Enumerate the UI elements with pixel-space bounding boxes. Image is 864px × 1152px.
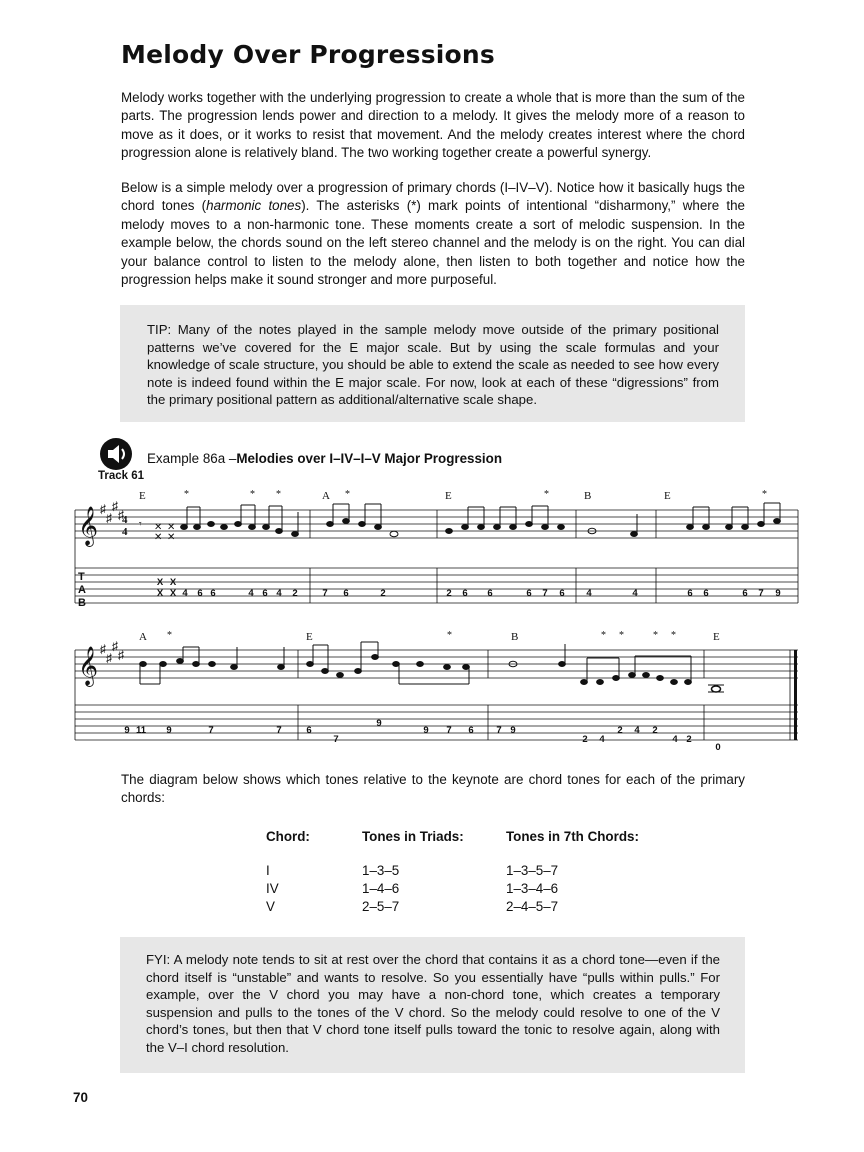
svg-text:2: 2: [617, 725, 623, 736]
svg-text:*: *: [250, 489, 255, 500]
svg-text:2: 2: [446, 588, 452, 599]
svg-text:6: 6: [468, 725, 474, 736]
svg-text:4: 4: [586, 588, 592, 599]
svg-text:𝄞: 𝄞: [78, 648, 99, 685]
svg-text:2: 2: [652, 725, 658, 736]
svg-text:6: 6: [526, 588, 532, 599]
table-cell: 1–4–6: [362, 881, 400, 896]
svg-text:4: 4: [672, 734, 678, 745]
tab-letter-t: T: [78, 571, 85, 583]
svg-text:♯: ♯: [100, 642, 106, 656]
svg-text:2: 2: [292, 588, 298, 599]
chord-symbol: E: [664, 490, 671, 502]
example-name: Melodies over I–IV–I–V Major Progression: [236, 451, 503, 466]
svg-text:11: 11: [135, 725, 147, 736]
svg-text:♯: ♯: [118, 648, 124, 662]
svg-text:*: *: [544, 489, 549, 500]
chord-symbol: E: [445, 490, 452, 502]
svg-text:*: *: [167, 630, 172, 641]
page-number: 70: [73, 1090, 88, 1105]
chord-symbol: E: [306, 631, 313, 643]
svg-text:6: 6: [343, 588, 349, 599]
svg-text:6: 6: [306, 725, 312, 736]
svg-text:2: 2: [380, 588, 386, 599]
table-cell: I: [266, 863, 270, 878]
system-2: [75, 630, 798, 753]
svg-text:*: *: [345, 489, 350, 500]
svg-text:*: *: [653, 630, 658, 641]
svg-text:0: 0: [715, 742, 721, 753]
svg-text:7: 7: [333, 734, 339, 745]
table-cell: 1–3–5: [362, 863, 400, 878]
svg-text:7: 7: [496, 725, 502, 736]
chord-symbol: A: [322, 490, 330, 502]
svg-text:✕: ✕: [167, 532, 176, 543]
chord-symbol: E: [713, 631, 720, 643]
svg-text:6: 6: [703, 588, 709, 599]
svg-text:♯: ♯: [106, 651, 112, 665]
svg-text:9: 9: [166, 725, 172, 736]
tab-letter-a: A: [78, 584, 86, 596]
italic-term: harmonic tones: [206, 198, 302, 214]
system-1: [75, 489, 798, 609]
tab-letter-b: B: [78, 597, 86, 609]
chord-symbol: B: [584, 490, 592, 502]
svg-text:7: 7: [322, 588, 328, 599]
svg-text:7: 7: [446, 725, 452, 736]
table-cell: 1–3–5–7: [506, 863, 559, 878]
tip-text: TIP: Many of the notes played in the sample melody move outside of the primary positional patterns we’ve covered for the E major scale. But by using the scale formulas and your knowledge of scale structure, you should be able to extend the scale as needed to see how every note is indeed found within the E major scale. For now, look at each of these “digressions” from the primary positional pattern as additional/alternative scale shape.: [147, 322, 719, 408]
svg-text:*: *: [601, 630, 606, 641]
track-label: Track 61: [98, 470, 145, 482]
svg-text:6: 6: [462, 588, 468, 599]
svg-text:6: 6: [742, 588, 748, 599]
svg-text:6: 6: [262, 588, 268, 599]
svg-text:4: 4: [182, 588, 188, 599]
svg-text:*: *: [619, 630, 624, 641]
svg-text:♯: ♯: [118, 508, 124, 522]
svg-text:*: *: [671, 630, 676, 641]
table-cell: IV: [266, 881, 279, 896]
svg-text:✕: ✕: [154, 522, 163, 533]
svg-text:✕: ✕: [154, 532, 163, 543]
svg-text:9: 9: [423, 725, 429, 736]
svg-text:♯: ♯: [112, 639, 118, 653]
fyi-box: [120, 937, 745, 1073]
svg-text:4: 4: [599, 734, 605, 745]
table-cell: V: [266, 899, 275, 914]
fyi-text: FYI: A melody note tends to sit at rest over the chord that contains it as a chord tone—even if the chord itself is “unstable” and wants to resolve. So you essentially have “pulls within pulls.” For example, over the V chord you may have a non-chord tone, which creates a temporary suspension and pulls to the tones of the V chord. So the melody could resolve to one of the V chord’s tones, but then that V chord tone itself pulls toward the tonic to resolve again, along with the V–I chord resolution.: [146, 952, 720, 1055]
svg-text:𝄞: 𝄞: [78, 508, 99, 545]
svg-text:2: 2: [582, 734, 588, 745]
svg-text:♯: ♯: [106, 511, 112, 525]
svg-text:X: X: [169, 577, 177, 588]
svg-text:2: 2: [686, 734, 692, 745]
intro-paragraph: Melody works together with the underlying progression to create a whole that is more than the sum of the parts. The progression lends power and direction to a melody. It gives the melody more of a reason to move as it does, or it works to resist that movement. And the melody creates interest where the chord progression alone is relatively bland. The two working together create a powerful synergy.: [121, 90, 745, 161]
chord-symbol: A: [139, 631, 147, 643]
svg-text:♯: ♯: [100, 502, 106, 516]
table-cell: 2–4–5–7: [506, 899, 559, 914]
svg-text:X: X: [156, 588, 164, 599]
svg-text:4: 4: [122, 514, 128, 526]
svg-text:*: *: [184, 489, 189, 500]
svg-text:7: 7: [758, 588, 764, 599]
svg-text:X: X: [156, 577, 164, 588]
svg-text:*: *: [276, 489, 281, 500]
svg-text:4: 4: [122, 526, 128, 538]
svg-text:9: 9: [775, 588, 781, 599]
svg-text:6: 6: [197, 588, 203, 599]
paragraph-text-start: Below is a simple melody over a progression of primary chords (I–IV–V). Notice how it basically hugs the chord tones (: [121, 180, 745, 214]
svg-text:7: 7: [276, 725, 282, 736]
paragraph-text-end: ). The asterisks (*) mark points of intentional “disharmony,” where the melody moves to a non-harmonic tone. These moments create a sort of melodic suspension. In the example below, the chords sound on the left stereo channel and the melody is on the right. You can dial your balance control to listen to the melody alone, then listen to both together and notice how the progression helps make it sound stronger and more purposeful.: [121, 198, 746, 288]
svg-text:6: 6: [559, 588, 565, 599]
svg-text:*: *: [447, 630, 452, 641]
svg-text:✕: ✕: [167, 522, 176, 533]
chord-symbol: B: [511, 631, 519, 643]
svg-text:6: 6: [210, 588, 216, 599]
svg-text:4: 4: [634, 725, 640, 736]
svg-text:6: 6: [687, 588, 693, 599]
header-triads: Tones in Triads:: [362, 829, 464, 844]
header-chord: Chord:: [266, 829, 310, 844]
svg-text:4: 4: [632, 588, 638, 599]
svg-text:7: 7: [542, 588, 548, 599]
svg-text:X: X: [169, 588, 177, 599]
svg-text:4: 4: [276, 588, 282, 599]
svg-text:4: 4: [248, 588, 254, 599]
svg-text:6: 6: [487, 588, 493, 599]
svg-text:𝄾: 𝄾: [139, 519, 142, 530]
svg-text:7: 7: [208, 725, 214, 736]
header-7th-chords: Tones in 7th Chords:: [506, 829, 639, 844]
table-cell: 1–3–4–6: [506, 881, 559, 896]
svg-text:9: 9: [376, 718, 382, 729]
chord-diagram-intro: The diagram below shows which tones relative to the keynote are chord tones for each of the primary chords:: [121, 772, 745, 806]
table-cell: 2–5–7: [362, 899, 400, 914]
svg-text:9: 9: [124, 725, 130, 736]
chord-symbol: E: [139, 490, 146, 502]
page-title: Melody Over Progressions: [121, 40, 496, 69]
svg-text:9: 9: [510, 725, 516, 736]
svg-text:♯: ♯: [112, 499, 118, 513]
svg-text:*: *: [762, 489, 767, 500]
example-prefix: Example 86a –: [147, 451, 237, 466]
